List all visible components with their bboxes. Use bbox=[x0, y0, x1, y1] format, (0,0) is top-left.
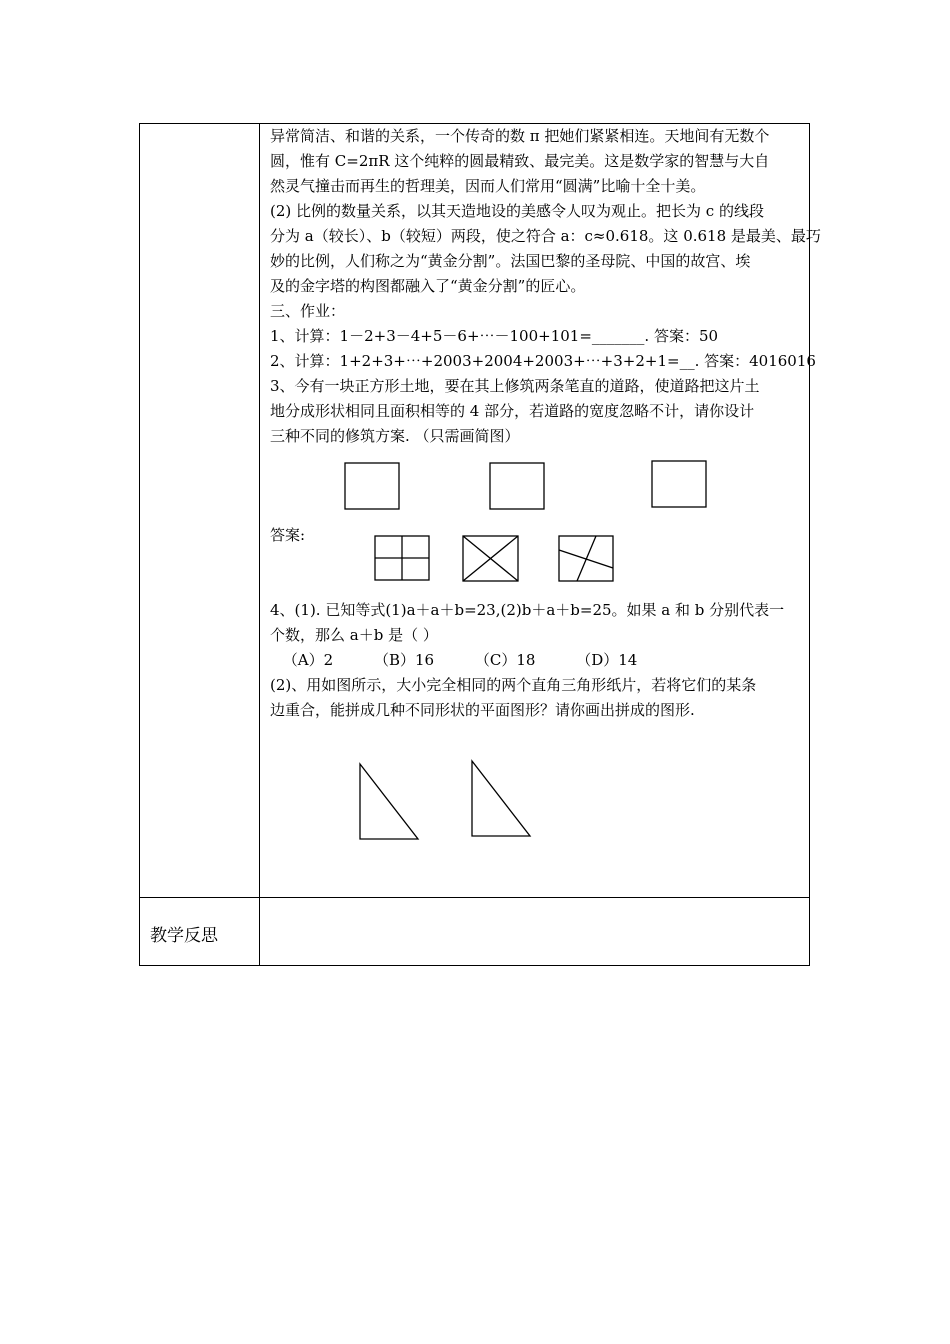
answer-square-cross bbox=[375, 536, 429, 580]
reflection-label: 教学反思 bbox=[150, 926, 218, 946]
para2-line: 妙的比例，人们称之为“黄金分割”。法国巴黎的圣母院、中国的故宫、埃 bbox=[270, 252, 751, 270]
empty-square-1 bbox=[345, 463, 399, 509]
answer-square-diagonals bbox=[463, 536, 518, 581]
empty-square-2 bbox=[490, 463, 544, 509]
option-c: （C）18 bbox=[474, 651, 536, 669]
para1-line: 然灵气撞击而再生的哲理美，因而人们常用“圆满”比喻十全十美。 bbox=[270, 177, 706, 195]
option-b: （B）16 bbox=[373, 651, 435, 669]
para2-line: (2) 比例的数量关系，以其天造地设的美感令人叹为观止。把长为 c 的线段 bbox=[270, 202, 764, 220]
para2-line: 及的金字塔的构图都融入了“黄金分割”的匠心。 bbox=[270, 277, 586, 295]
empty-square-figures bbox=[140, 124, 821, 967]
question-4-1-line: 4、(1). 已知等式(1)a＋a＋b=23,(2)b＋a＋b=25。如果 a 和 b 分别代表一 bbox=[270, 601, 785, 619]
question-3-line: 三种不同的修筑方案. （只需画简图） bbox=[270, 427, 520, 445]
para1-line: 异常简洁、和谐的关系，一个传奇的数 π 把她们紧紧相连。天地间有无数个 bbox=[270, 127, 770, 145]
para2-line: 分为 a（较长）、b（较短）两段，使之符合 a：c≈0.618。这 0.618 是最美、最巧 bbox=[270, 227, 821, 245]
option-a: （A）2 bbox=[282, 651, 334, 669]
option-d: （D）14 bbox=[576, 651, 638, 669]
question-4-2-line: 边重合，能拼成几种不同形状的平面图形？请你画出拼成的图形. bbox=[270, 701, 695, 719]
question-4-options bbox=[270, 648, 810, 673]
question-2: 2、计算：1+2+3+⋯+2003+2004+2003+⋯+3+2+1=__. 答案：4016016 bbox=[270, 352, 816, 370]
right-triangle-1 bbox=[360, 764, 418, 839]
lesson-table bbox=[139, 123, 821, 966]
answer-label: 答案: bbox=[270, 526, 306, 544]
question-1: 1、计算：1－2+3－4+5－6+⋯－100+101=_______. 答案：50 bbox=[270, 327, 719, 345]
question-4-1-line: 个数，那么 a＋b 是（ ） bbox=[270, 626, 438, 644]
question-4-2-line: (2)、用如图所示，大小完全相同的两个直角三角形纸片，若将它们的某条 bbox=[270, 676, 757, 694]
homework-heading: 三、作业： bbox=[270, 302, 346, 320]
question-4-block bbox=[270, 598, 810, 723]
right-triangle-2 bbox=[472, 761, 530, 836]
answer-square-slanted bbox=[559, 536, 613, 581]
question-3-line: 3、今有一块正方形土地，要在其上修筑两条笔直的道路，使道路把这片土 bbox=[270, 377, 760, 395]
empty-square-3 bbox=[652, 461, 706, 507]
question-3-line: 地分成形状相同且面积相等的 4 部分，若道路的宽度忽略不计，请你设计 bbox=[270, 402, 755, 420]
para1-line: 圆，惟有 C=2πR 这个纯粹的圆最精致、最完美。这是数学家的智慧与大自 bbox=[270, 152, 770, 170]
